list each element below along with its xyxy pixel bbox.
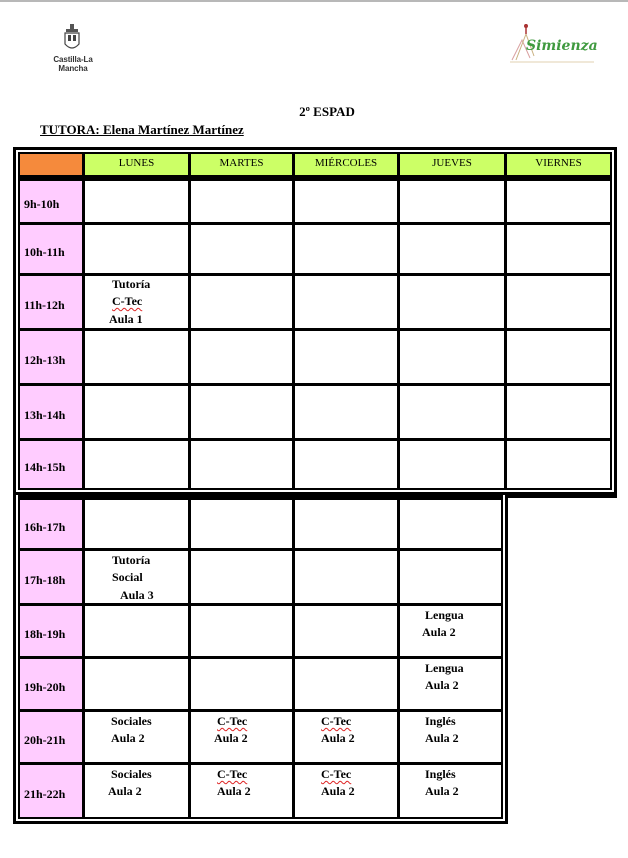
schedule-cell [85,276,188,328]
schedule-cell [400,276,504,328]
subject-text: Social [112,570,143,584]
subject-text: C-Tec [217,714,248,728]
page-title: 2º ESPAD [299,104,355,119]
schedule-cell [295,225,397,273]
time-slot: 14h-15h [20,441,82,488]
top-border [0,0,628,2]
time-slot: 17h-18h [20,551,82,603]
schedule-cell [400,181,504,222]
header-day: LUNES [85,154,188,175]
header-corner [20,154,82,175]
schedule-cell [85,606,188,656]
schedule-cell [400,441,504,488]
subject-text: Aula 3 [120,588,154,602]
subject-text: C-Tec [321,767,352,781]
schedule-cell [85,500,188,548]
crest-icon [64,24,80,52]
subject-text: Aula 2 [321,784,355,798]
subject-text: Aula 2 [422,625,456,639]
schedule-cell [191,551,292,603]
schedule-cell [191,331,292,383]
schedule-cell [85,331,188,383]
subject-text: C-Tec [112,294,143,308]
schedule-cell [85,712,188,762]
schedule-cell [191,441,292,488]
schedule-cell [295,500,397,548]
subject-text: Lengua [425,661,464,675]
subject-text: C-Tec [321,714,352,728]
subject-text: Aula 2 [425,784,459,798]
schedule-cell [85,765,188,817]
schedule-cell [85,659,188,709]
schedule-cell [295,712,397,762]
simienza-logo [508,20,596,64]
subject-text: Aula 2 [108,784,142,798]
subject-text: Inglés [425,767,456,781]
subject-text: Aula 1 [109,312,143,326]
time-slot: 18h-19h [20,606,82,656]
schedule-cell [507,386,610,438]
schedule-cell [400,500,501,548]
schedule-cell [507,181,610,222]
subject-text: Aula 2 [425,731,459,745]
time-slot: 16h-17h [20,500,82,548]
time-slot: 13h-14h [20,386,82,438]
subject-text: Aula 2 [217,784,251,798]
schedule-cell [400,659,501,709]
subject-text: Aula 2 [321,731,355,745]
schedule-cell [295,386,397,438]
schedule-cell [400,551,501,603]
logo-left-label: Castilla-La Mancha [53,55,93,73]
schedule-cell [400,386,504,438]
schedule-cell [295,331,397,383]
schedule-cell [191,712,292,762]
schedule-cell [507,441,610,488]
schedule-cell [85,551,188,603]
subject-text: Tutoría [112,553,151,567]
subject-text: Aula 2 [214,731,248,745]
subject-text: Aula 2 [111,731,145,745]
subject-text: C-Tec [217,767,248,781]
header-day: VIERNES [507,154,610,175]
time-slot: 21h-22h [20,765,82,817]
time-slot: 9h-10h [20,181,82,222]
subject-text: Lengua [425,608,464,622]
subject-text: Sociales [111,767,152,781]
schedule-cell [191,606,292,656]
schedule-cell [400,712,501,762]
schedule-cell [295,181,397,222]
schedule-cell [507,276,610,328]
subject-text: Tutoría [112,277,151,291]
schedule-cell [507,331,610,383]
tutor-line: TUTORA: Elena Martínez Martínez [40,122,244,137]
header-day: MIÉRCOLES [295,154,397,175]
schedule-cell [400,331,504,383]
schedule-cell [295,276,397,328]
subject-text: Inglés [425,714,456,728]
logo-right-label: Simienza [526,38,598,54]
schedule-cell [295,551,397,603]
schedule-cell [507,225,610,273]
schedule-cell [295,765,397,817]
schedule-cell [85,386,188,438]
time-slot: 12h-13h [20,331,82,383]
schedule-cell [400,765,501,817]
schedule-cell [295,606,397,656]
schedule-cell [85,181,188,222]
schedule-cell [191,225,292,273]
time-slot: 20h-21h [20,712,82,762]
schedule-cell [85,225,188,273]
schedule-cell [191,276,292,328]
subject-text: Aula 2 [425,678,459,692]
subject-text: Sociales [111,714,152,728]
time-slot: 11h-12h [20,276,82,328]
schedule-cell [191,181,292,222]
schedule-cell [191,500,292,548]
schedule-cell [400,225,504,273]
schedule-cell [295,441,397,488]
time-slot: 19h-20h [20,659,82,709]
schedule-cell [400,606,501,656]
schedule-cell [295,659,397,709]
header-day: MARTES [191,154,292,175]
time-slot: 10h-11h [20,225,82,273]
schedule-cell [85,441,188,488]
schedule-cell [191,765,292,817]
header-day: JUEVES [400,154,504,175]
schedule-cell [191,386,292,438]
schedule-cell [191,659,292,709]
castilla-la-mancha-logo [38,24,108,73]
